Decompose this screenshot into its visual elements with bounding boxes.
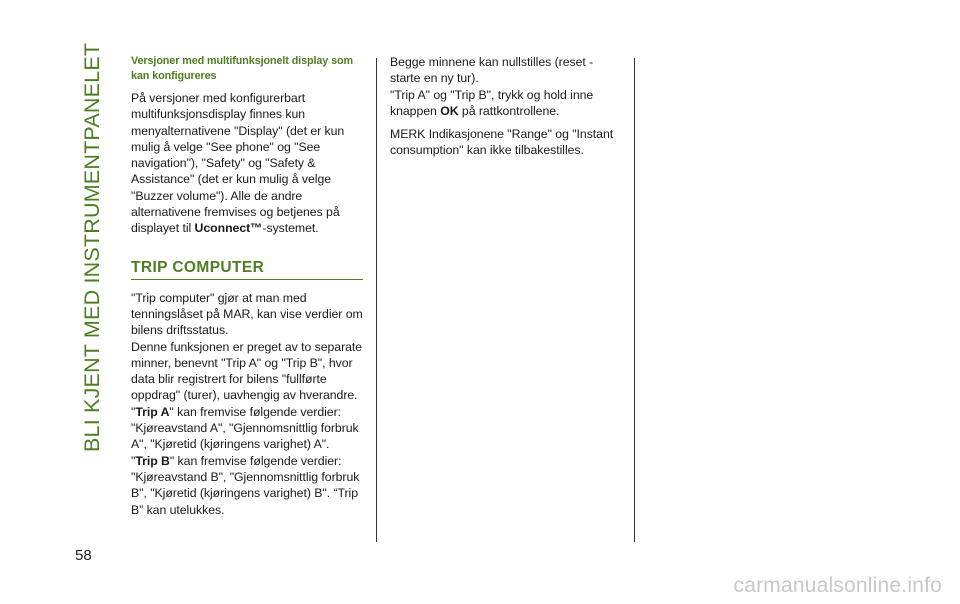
trip-a-paragraph: [131, 404, 367, 453]
trip-a-text: " kan fremvise følgende verdier: "Kjøreavstand A", "Gjennomsnittlig forbruk A", "Kjøretid (kjøringens varighet) A".: [131, 404, 359, 452]
trip-b-text: " kan fremvise følgende verdier: "Kjøreavstand B", "Gjennomsnittlig forbruk B", "Kjøretid (kjøringens varighet) B". “Trip B” kan utelukkes.: [131, 453, 360, 517]
reset-instruction-end: på rattkontrollene.: [458, 103, 560, 118]
trip-computer-paragraph: "Trip computer" gjør at man med tenningslåset på MAR, kan vise verdier om bilens driftsstatus.: [131, 290, 363, 338]
reset-instruction-text: "Trip A" og "Trip B", trykk og hold inne knappen: [390, 87, 594, 118]
uconnect-brand: Uconnect™: [194, 221, 263, 236]
trip-b-label: Trip B: [135, 453, 170, 468]
trip-a-label: Trip A: [135, 404, 170, 419]
column-divider: [634, 58, 635, 542]
watermark: carmanualsonline.info: [733, 574, 942, 597]
quote-mark: ": [131, 453, 136, 468]
memories-paragraph: Denne funksjonen er preget av to separate minner, benevnt "Trip A" og "Trip B", hvor data blir registrert for bilens "fullførte oppdrag" (turer), uavhengig av hverandre.: [131, 339, 363, 403]
intro-end: -systemet.: [262, 221, 319, 236]
section-title-trip-computer: TRIP COMPUTER: [131, 259, 363, 280]
right-column: [390, 54, 626, 159]
chapter-side-title: BLI KJENT MED INSTRUMENTPANELET: [80, 42, 104, 452]
page-number: 58: [75, 547, 92, 564]
intro-text: På versjoner med konfigurerbart multifunksjonsdisplay finnes kun menyalternativene "Display" (det er kun mulig å velge "See phone" og "See navigation"), "Safety" og "Safety & Assistance" (det er kun mulig å velge "Buzzer volume"). Alle de andre alternativene fremvises og betjenes på displayet til: [131, 91, 345, 236]
trip-b-paragraph: [131, 453, 367, 518]
quote-mark: ": [131, 404, 136, 419]
subheading: Versjoner med multifunksjonelt display som kan konfigureres: [131, 55, 353, 82]
column-divider: [376, 58, 377, 542]
note-paragraph: MERK Indikasjonene "Range" og "Instant consumption" kan ikke tilbakestilles.: [390, 127, 614, 158]
ok-button-label: OK: [440, 103, 459, 118]
reset-paragraph: Begge minnene kan nullstilles (reset - starte en ny tur).: [390, 55, 594, 86]
reset-instruction-paragraph: [390, 87, 626, 120]
intro-paragraph: [131, 90, 367, 237]
left-column: [131, 54, 367, 518]
